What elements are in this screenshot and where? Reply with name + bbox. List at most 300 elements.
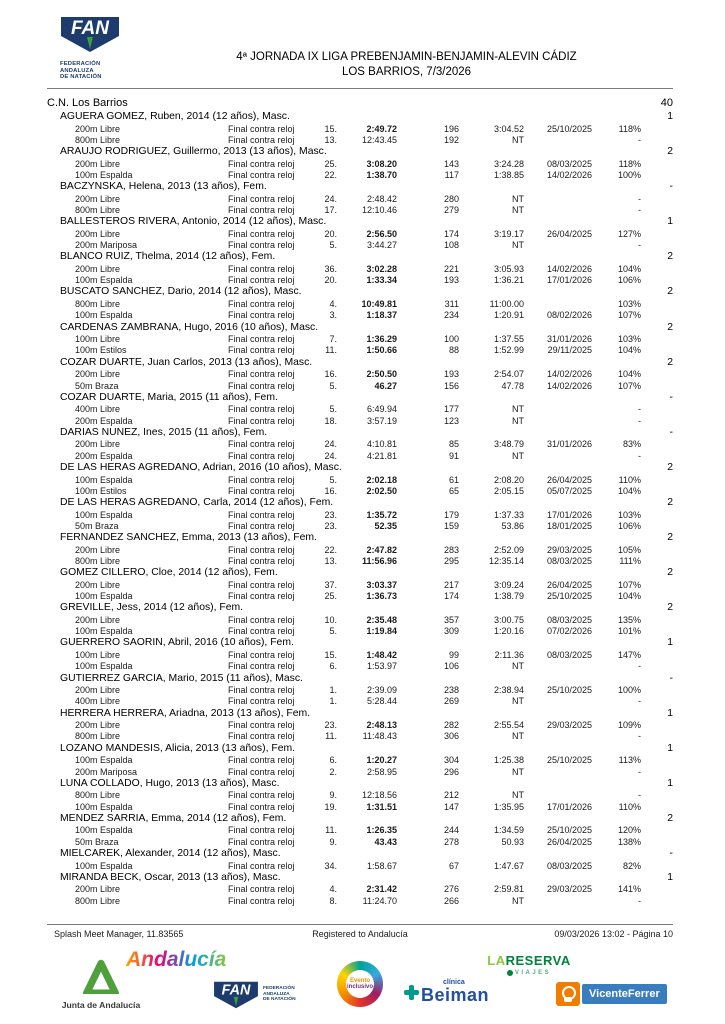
date-cell: 31/01/2026 (546, 334, 592, 345)
place-cell: 24. (324, 450, 337, 461)
sponsor-fan-logo (213, 981, 296, 1009)
entry-time-cell: NT (512, 766, 524, 777)
event-row (47, 124, 673, 135)
place-cell: 5. (329, 404, 337, 415)
end-spacer (641, 264, 673, 275)
percent-cell: 107% (617, 579, 641, 590)
place-cell: 16. (324, 485, 337, 496)
swimmer-row (47, 251, 673, 264)
indent-spacer (47, 381, 75, 392)
points-cell: 282 (443, 720, 459, 731)
percent-cell: 141% (617, 884, 641, 895)
points-cell: 106 (443, 661, 459, 672)
swimmer-row (47, 567, 673, 580)
swimmer-entry-count: 1 (667, 216, 673, 228)
indent-spacer (47, 685, 75, 696)
points-cell: 276 (443, 884, 459, 895)
swimmer-row (47, 146, 673, 159)
percent-cell: - (638, 696, 641, 707)
swimmer-entry-count: 2 (667, 567, 673, 579)
time-cell: 1:48.42 (366, 650, 397, 660)
swimmer-name: GUERRERO SAORIN, Abril, 2016 (10 años), Fem. (60, 637, 294, 649)
end-spacer (641, 159, 673, 170)
entry-time-cell: 12:35.14 (488, 555, 524, 566)
entry-time-cell: 1:38.85 (493, 169, 524, 180)
event-row (47, 439, 673, 450)
round-cell: Final contra reloj (228, 240, 295, 251)
swimmer-row (47, 111, 673, 124)
entry-time-cell: NT (512, 415, 524, 426)
percent-cell: 104% (617, 485, 641, 496)
vicente-ferrer-icon (556, 982, 580, 1006)
date-cell: 29/03/2025 (546, 884, 592, 895)
date-cell (524, 790, 592, 801)
end-spacer (641, 884, 673, 895)
swimmer-row (47, 673, 673, 686)
percent-cell: 104% (617, 345, 641, 356)
percent-cell: 101% (617, 626, 641, 637)
date-cell: 08/03/2025 (546, 860, 592, 871)
percent-cell: - (638, 415, 641, 426)
event-row (47, 650, 673, 661)
event-name-cell: 100m Espalda (75, 755, 133, 766)
place-cell: 8. (329, 895, 337, 906)
entry-time-cell: NT (512, 240, 524, 251)
place-cell: 9. (329, 790, 337, 801)
indent-spacer (47, 486, 75, 497)
place-cell: 5. (329, 380, 337, 391)
fan-org-line: ANDALUZA (263, 991, 290, 997)
event-row (47, 381, 673, 392)
event-name-cell: 400m Libre (75, 404, 121, 415)
percent-cell: 104% (617, 591, 641, 602)
place-cell: 13. (324, 555, 337, 566)
round-cell: Final contra reloj (228, 650, 295, 660)
percent-cell: - (638, 766, 641, 777)
swimmer-name: BALLESTEROS RIVERA, Antonio, 2014 (12 años), Masc. (60, 216, 327, 228)
event-row (47, 580, 673, 591)
place-cell: 24. (324, 193, 337, 204)
time-cell: 12:43.45 (361, 134, 397, 145)
time-cell: 5:28.44 (366, 696, 397, 707)
swimmer-entry-count: 2 (667, 497, 673, 509)
percent-cell: 100% (617, 685, 641, 696)
entry-time-cell: 1:34.59 (493, 825, 524, 836)
swimmer-row (47, 602, 673, 615)
date-cell (524, 194, 592, 205)
round-cell: Final contra reloj (228, 158, 295, 169)
points-cell: 99 (448, 650, 459, 660)
points-cell: 295 (443, 555, 459, 566)
event-name-cell: 200m Libre (75, 544, 121, 555)
time-cell: 6:49.94 (366, 404, 397, 415)
place-cell: 22. (324, 544, 337, 555)
swimmer-name: GUTIERREZ GARCIA, Mario, 2015 (11 años), Masc. (60, 672, 303, 684)
time-cell: 52.35 (374, 520, 397, 531)
swimmer-entry-count: 2 (667, 461, 673, 473)
round-cell: Final contra reloj (228, 626, 295, 637)
place-cell: 7. (329, 334, 337, 345)
place-cell: 17. (324, 205, 337, 216)
percent-cell: - (638, 790, 641, 801)
fan-org-line: ANDALUZA (60, 67, 94, 74)
event-name-cell: 100m Libre (75, 334, 121, 345)
indent-spacer (47, 475, 75, 486)
swimmer-name: BACZYNSKA, Helena, 2013 (13 años), Fem. (60, 181, 267, 193)
place-cell: 4. (329, 884, 337, 895)
place-cell: 6. (329, 755, 337, 766)
entry-time-cell: 3:19.17 (493, 228, 524, 239)
percent-cell: - (638, 895, 641, 906)
event-row (47, 194, 673, 205)
end-spacer (641, 416, 673, 427)
end-spacer (641, 439, 673, 450)
place-cell: 1. (329, 685, 337, 696)
end-spacer (641, 720, 673, 731)
event-row (47, 802, 673, 813)
end-spacer (641, 825, 673, 836)
place-cell: 5. (329, 240, 337, 251)
end-spacer (641, 661, 673, 672)
entry-time-cell: NT (512, 661, 524, 672)
points-cell: 304 (443, 755, 459, 766)
entry-time-cell: NT (512, 731, 524, 742)
date-cell (524, 896, 592, 907)
swimmer-row (47, 637, 673, 650)
points-cell: 67 (448, 860, 459, 871)
indent-spacer (47, 205, 75, 216)
place-cell: 6. (329, 661, 337, 672)
event-name-cell: 800m Libre (75, 299, 121, 310)
sponsor-andalucia-logo (126, 948, 226, 972)
date-cell: 29/11/2025 (547, 345, 592, 356)
date-cell: 08/03/2025 (546, 158, 592, 169)
event-name-cell: 100m Libre (75, 650, 121, 660)
swimmer-row (47, 181, 673, 194)
indent-spacer (47, 240, 75, 251)
place-cell: 9. (329, 836, 337, 847)
date-cell: 29/03/2025 (546, 720, 592, 731)
swimmer-name: COZAR DUARTE, Maria, 2015 (11 años), Fem. (60, 391, 278, 403)
end-spacer (641, 240, 673, 251)
round-cell: Final contra reloj (228, 579, 295, 590)
points-cell: 244 (443, 825, 459, 836)
percent-cell: 104% (617, 263, 641, 274)
indent-spacer (47, 825, 75, 836)
points-cell: 279 (443, 205, 459, 216)
swimmer-row (47, 813, 673, 826)
event-name-cell: 800m Libre (75, 555, 121, 566)
time-cell: 1:19.84 (366, 626, 397, 637)
points-cell: 221 (443, 263, 459, 274)
junta-label: Junta de Andalucía (61, 1000, 141, 1010)
swimmer-row (47, 462, 673, 475)
event-row (47, 556, 673, 567)
indent-spacer (47, 369, 75, 380)
round-cell: Final contra reloj (228, 825, 295, 836)
place-cell: 5. (329, 626, 337, 637)
event-name-cell: 50m Braza (75, 380, 119, 391)
event-name-cell: 800m Libre (75, 134, 121, 145)
swimmer-entry-count: 1 (667, 742, 673, 754)
round-cell: Final contra reloj (228, 555, 295, 566)
time-cell: 2:48.42 (366, 193, 397, 204)
time-cell: 1:35.72 (366, 509, 397, 520)
header-rule (47, 88, 673, 89)
swimmer-name: MIELCAREK, Alexander, 2014 (12 años), Masc. (60, 847, 281, 859)
swimmer-entry-count: 1 (667, 871, 673, 883)
indent-spacer (47, 510, 75, 521)
swimmer-row (47, 357, 673, 370)
swimmer-name: AGUERA GOMEZ, Ruben, 2014 (12 años), Masc. (60, 111, 290, 122)
points-cell: 212 (443, 790, 459, 801)
swimmer-entry-count: 2 (667, 532, 673, 544)
swimmer-name: MENDEZ SARRIA, Emma, 2014 (12 años), Fem. (60, 812, 287, 824)
swimmer-row (47, 743, 673, 756)
points-cell: 117 (444, 169, 459, 180)
date-cell: 31/01/2026 (546, 439, 592, 450)
end-spacer (641, 229, 673, 240)
end-spacer (641, 696, 673, 707)
points-cell: 88 (448, 345, 459, 356)
event-row (47, 884, 673, 895)
lareserva-reserva-label: RESERVA (505, 953, 571, 968)
swimmer-name: GOMEZ CILLERO, Cloe, 2014 (12 años), Fem. (60, 567, 278, 579)
event-row (47, 451, 673, 462)
end-spacer (641, 369, 673, 380)
round-cell: Final contra reloj (228, 591, 295, 602)
date-cell: 05/07/2025 (546, 485, 592, 496)
fan-org-name (263, 986, 296, 1003)
event-name-cell: 100m Espalda (75, 275, 133, 286)
time-cell: 2:39.09 (366, 685, 397, 696)
event-row (47, 615, 673, 626)
time-cell: 10:49.81 (361, 299, 397, 310)
end-spacer (641, 580, 673, 591)
end-spacer (641, 545, 673, 556)
event-row (47, 310, 673, 321)
event-name-cell: 200m Mariposa (75, 766, 138, 777)
report-title: 4ª JORNADA IX LIGA PREBENJAMIN-BENJAMIN-ALEVIN CÁDIZ (236, 51, 577, 63)
event-row (47, 837, 673, 848)
swimmer-name: COZAR DUARTE, Juan Carlos, 2013 (13 años), Masc. (60, 356, 313, 368)
time-cell: 4:21.81 (366, 450, 397, 461)
date-cell: 17/01/2026 (546, 509, 592, 520)
indent-spacer (47, 731, 75, 742)
points-cell: 85 (448, 439, 459, 450)
event-name-cell: 200m Libre (75, 884, 121, 895)
points-cell: 100 (443, 334, 459, 345)
entry-time-cell: 47.78 (501, 380, 524, 391)
indent-spacer (47, 124, 75, 135)
points-cell: 311 (444, 299, 459, 310)
indent-spacer (47, 404, 75, 415)
end-spacer (641, 685, 673, 696)
swimmer-row (47, 286, 673, 299)
indent-spacer (47, 521, 75, 532)
swimmer-name: MIRANDA BECK, Oscar, 2013 (13 años), Masc. (60, 871, 281, 883)
entry-time-cell: 2:54.07 (493, 369, 524, 380)
round-cell: Final contra reloj (228, 485, 295, 496)
time-cell: 11:24.70 (362, 895, 397, 906)
indent-spacer (47, 275, 75, 286)
swimmer-entry-count: 2 (667, 356, 673, 368)
swimmer-entry-count: 2 (667, 602, 673, 614)
event-name-cell: 100m Espalda (75, 169, 133, 180)
swimmer-row (47, 497, 673, 510)
points-cell: 278 (443, 836, 459, 847)
points-cell: 217 (443, 579, 459, 590)
event-name-cell: 50m Braza (75, 520, 119, 531)
end-spacer (641, 510, 673, 521)
place-cell: 24. (324, 439, 337, 450)
end-spacer (641, 802, 673, 813)
end-spacer (641, 345, 673, 356)
percent-cell: 147% (617, 650, 641, 660)
entry-time-cell: 1:37.55 (493, 334, 524, 345)
place-cell: 11. (325, 345, 337, 356)
swimmer-row (47, 848, 673, 861)
swimmer-row (47, 427, 673, 440)
entry-time-cell: 3:24.28 (493, 158, 524, 169)
date-cell: 18/01/2025 (546, 520, 592, 531)
end-spacer (641, 381, 673, 392)
event-row (47, 205, 673, 216)
round-cell: Final contra reloj (228, 439, 295, 450)
event-location-date: LOS BARRIOS, 7/3/2026 (341, 66, 472, 78)
date-cell (524, 696, 592, 707)
points-cell: 123 (443, 415, 459, 426)
svg-text:FAN: FAN (221, 982, 251, 999)
round-cell: Final contra reloj (228, 415, 295, 426)
round-cell: Final contra reloj (228, 860, 295, 871)
time-cell: 3:02.28 (366, 263, 397, 274)
indent-spacer (47, 591, 75, 602)
indent-spacer (47, 615, 75, 626)
event-name-cell: 100m Estilos (75, 485, 127, 496)
swimmer-name: LUNA COLLADO, Hugo, 2013 (13 años), Masc. (60, 777, 280, 789)
club-name: C.N. Los Barrios (47, 97, 128, 109)
event-row (47, 135, 673, 146)
event-row (47, 229, 673, 240)
swimmer-list (47, 111, 673, 907)
percent-cell: 105% (617, 544, 641, 555)
date-cell: 17/01/2026 (546, 275, 592, 286)
end-spacer (641, 194, 673, 205)
end-spacer (641, 615, 673, 626)
date-cell: 08/02/2026 (546, 310, 592, 321)
svg-text:FAN: FAN (71, 18, 109, 39)
swimmer-row (47, 532, 673, 545)
beiman-clinica-label: clínica (443, 979, 465, 986)
evento-label-2: inclusivo (346, 984, 373, 990)
indent-spacer (47, 767, 75, 778)
swimmer-name: CARDENAS ZAMBRANA, Hugo, 2016 (10 años), Masc. (60, 321, 319, 333)
round-cell: Final contra reloj (228, 801, 295, 812)
place-cell: 11. (325, 731, 337, 742)
club-total: 40 (660, 97, 673, 109)
entry-time-cell: 1:20.16 (493, 626, 524, 637)
indent-spacer (47, 790, 75, 801)
date-cell (524, 205, 592, 216)
indent-spacer (47, 650, 75, 661)
lareserva-viajes-label: VIAJES (514, 970, 552, 976)
round-cell: Final contra reloj (228, 544, 295, 555)
round-cell: Final contra reloj (228, 731, 295, 742)
time-cell: 1:20.27 (366, 755, 397, 766)
date-cell: 26/04/2025 (546, 579, 592, 590)
place-cell: 23. (324, 720, 337, 731)
date-cell: 25/10/2025 (546, 591, 592, 602)
swimmer-name: GREVILLE, Jess, 2014 (12 años), Fem. (60, 602, 244, 614)
end-spacer (641, 170, 673, 181)
percent-cell: 118% (618, 123, 641, 134)
round-cell: Final contra reloj (228, 895, 295, 906)
place-cell: 20. (324, 228, 337, 239)
event-name-cell: 800m Libre (75, 731, 121, 742)
swimmer-entry-count: 2 (667, 251, 673, 263)
place-cell: 5. (329, 474, 337, 485)
event-row (47, 591, 673, 602)
end-spacer (641, 767, 673, 778)
date-cell: 08/03/2025 (546, 650, 592, 660)
entry-time-cell: 2:38.94 (493, 685, 524, 696)
round-cell: Final contra reloj (228, 474, 295, 485)
fan-shield-icon (60, 16, 120, 53)
date-cell: 14/02/2026 (546, 369, 592, 380)
time-cell: 1:26.35 (366, 825, 397, 836)
points-cell: 177 (443, 404, 459, 415)
entry-time-cell: 1:35.95 (493, 801, 524, 812)
entry-time-cell: NT (512, 134, 524, 145)
results-content (47, 97, 673, 907)
points-cell: 269 (443, 696, 459, 707)
fan-logo (60, 16, 150, 81)
beiman-name-label: Beiman (421, 985, 490, 1005)
event-row (47, 790, 673, 801)
entry-time-cell: 2:11.36 (494, 650, 524, 660)
place-cell: 25. (324, 158, 337, 169)
time-cell: 3:44.27 (366, 240, 397, 251)
percent-cell: 111% (619, 555, 641, 566)
footer-registration: Registered to Andalucía (312, 929, 408, 939)
date-cell (524, 135, 592, 146)
points-cell: 192 (443, 134, 459, 145)
entry-time-cell: 3:05.93 (493, 263, 524, 274)
end-spacer (641, 205, 673, 216)
event-row (47, 521, 673, 532)
end-spacer (641, 626, 673, 637)
place-cell: 3. (329, 310, 337, 321)
points-cell: 283 (443, 544, 459, 555)
points-cell: 108 (443, 240, 459, 251)
swimmer-entry-count: 1 (667, 707, 673, 719)
percent-cell: 104% (617, 369, 641, 380)
round-cell: Final contra reloj (228, 134, 295, 145)
points-cell: 65 (448, 485, 459, 496)
date-cell: 29/03/2025 (546, 544, 592, 555)
points-cell: 174 (443, 228, 459, 239)
event-name-cell: 200m Libre (75, 158, 121, 169)
round-cell: Final contra reloj (228, 205, 295, 216)
indent-spacer (47, 884, 75, 895)
points-cell: 357 (443, 614, 459, 625)
end-spacer (641, 731, 673, 742)
footer-date-page: 09/03/2026 13:02 - Página 10 (554, 929, 673, 939)
place-cell: 19. (324, 801, 337, 812)
percent-cell: 103% (617, 299, 641, 310)
indent-spacer (47, 545, 75, 556)
